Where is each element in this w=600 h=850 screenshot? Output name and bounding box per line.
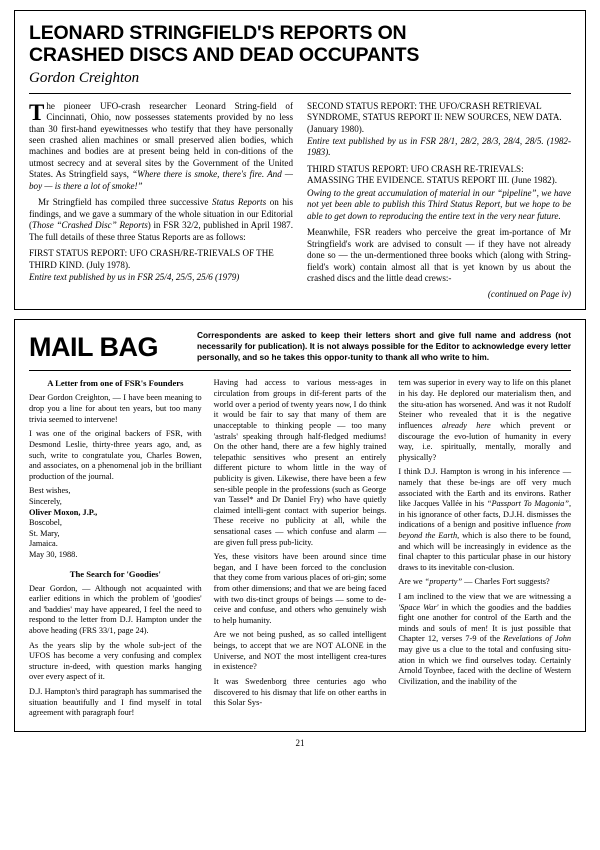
report-heading-second: SECOND STATUS REPORT: THE UFO/CRASH RETRIEVAL SYNDROME, STATUS REPORT II: NEW SOURCES, NEW DATA. (January 1980).	[307, 100, 562, 134]
report-heading-third: THIRD STATUS REPORT: UFO CRASH RE-TRIEVALS: AMASSING THE EVIDENCE. STATUS REPORT III. (June 1982).	[307, 163, 557, 186]
signature-line: Best wishes,	[29, 486, 71, 496]
article-paragraph-text: ) in FSR 32/2, published in April 1987. The full details of these three Status Reports are as follows:	[29, 220, 293, 242]
article-italic-title: Those “Crashed Disc” Reports	[32, 220, 148, 231]
letter-paragraph: Dear Gordon, — Although not acquainted with earlier editions in which the problem of 'goodies' and 'baddies' may have appeared, I feel the need to respond to the letter from D.J. Hampton under the above heading (FRS 33/1, page 24).	[29, 583, 202, 636]
letter-text: I think D.J. Hampton is wrong in his inference — namely that these be-ings are off very much associated with the Earth and its environs. Rather like Jacques Vallée in his	[398, 467, 572, 509]
article-italic-phrase: Status Reports	[212, 197, 267, 208]
article-quote: “Where there is smoke, there's fire. And — boy — is there a lot of smoke!”	[29, 169, 293, 191]
report-heading-first: FIRST STATUS REPORT: UFO CRASH/RE-TRIEVALS OF THE THIRD KIND. (July 1978).	[29, 248, 274, 270]
signature-date: May 30, 1988.	[29, 549, 78, 559]
letter-paragraph: Dear Gordon Creighton, — I have been meaning to drop you a line for about ten years, but too many trivia seemed to intervene!	[29, 393, 202, 424]
mailbag-column-1	[29, 378, 202, 722]
letter-paragraph: As the years slip by the whole sub-ject of the UFOS has become a very confusing and complex structure in-deed, with question marks hanging over every aspect of it.	[29, 640, 202, 682]
article-paragraph	[29, 101, 293, 193]
article-author: Gordon Creighton	[29, 69, 140, 86]
letter-text: may give us a clue to the total and confusing situ-ation in which we find ourselves today. Certainly Arnold Toynbee, faced with the decline of Western Civilization, and the inability of the	[398, 645, 572, 686]
report-note-first: Entire text published by us in FSR 25/4, 25/5, 25/6 (1979)	[29, 272, 240, 282]
letter-italic-title: Revelations of John	[503, 634, 572, 644]
letter-italic-phrase: “property”	[424, 577, 463, 587]
title-divider	[29, 93, 571, 94]
mailbag-panel	[14, 319, 586, 731]
article-columns	[29, 101, 571, 300]
mailbag-column-3	[398, 378, 571, 722]
letter-text: which prevent or discourage the evo-lution of humanity in every way, i.e. spiritually, mentally, morally and physically?	[398, 420, 572, 462]
letter-paragraph	[398, 592, 571, 687]
letter-italic-phrase: 'Space War'	[398, 602, 439, 612]
letter-text: tem was superior in every way to life on this planet in his day. He deplored our materialism then, and the situ-ation has worsened. And was it not Rudolf Steiner who revealed that it is the negative influences	[398, 378, 572, 430]
signature-name: Oliver Moxon, J.P.,	[29, 507, 98, 517]
letter-paragraph	[398, 467, 571, 573]
letter-italic-phrase: already here	[441, 420, 491, 430]
drop-cap: T	[29, 99, 45, 125]
signature-line: Jamaica.	[29, 539, 58, 549]
letter-paragraph: It was Swedenborg three centuries ago who discovered to his dismay that life on other earths in this Solar Sys-	[213, 676, 387, 708]
letter-heading-founders: A Letter from one of FSR's Founders	[47, 378, 184, 389]
mailbag-divider	[29, 370, 571, 371]
article-title-line1: LEONARD STRINGFIELD'S REPORTS ON	[29, 22, 407, 44]
article-paragraph: Meanwhile, FSR readers who perceive the great im-portance of Mr Stringfield's work are advised to consult — if they have not already done so — the un-dermentioned three books which (along with String-field's work) contain almost all that is yet known by us about the crashed discs and the little dead crews:-	[307, 227, 571, 283]
mailbag-header	[29, 330, 571, 363]
article-panel	[14, 10, 586, 310]
letter-paragraph: I was one of the original backers of FSR, with Desmond Leslie, thirty-three years ago, and, as such, write to congratulate you, Charles Bowen, and associates, on a phenomenal job in the brilliant production of the journal.	[29, 429, 202, 481]
article-title-line2: CRASHED DISCS AND DEAD OCCUPANTS	[29, 43, 420, 66]
report-note-second: Entire text published by us in FSR 28/1, 28/2, 28/3, 28/4, 28/5. (1982-1983).	[307, 136, 571, 158]
article-column-right	[307, 101, 571, 300]
letter-paragraph: D.J. Hampton's third paragraph has summarised the situation beautifully and I find myself in total agreement with paragraph four!	[29, 687, 202, 718]
page-title	[29, 23, 571, 67]
letter-paragraph	[398, 577, 571, 588]
mailbag-column-2	[214, 378, 387, 722]
article-column-left	[29, 101, 293, 300]
article-paragraph-text: on his findings, and we gave a summary of the whole situation in our Editorial (	[29, 197, 293, 231]
letter-paragraph	[398, 378, 571, 463]
letter-text: , which is also there to be found, and which will be increasingly in evidence as the final chapter to this particular phase in our history draws to its inevitable con-clusion.	[398, 530, 572, 572]
signature-line: Boscobel,	[29, 518, 62, 528]
letter-paragraph: Are we not being pushed, as so called intelligent beings, to accept that we are NOT ALONE in the Universe, and NOT the most intelligent crea-tures in existence?	[213, 630, 387, 672]
letter-text: in which the goodies and the baddies fight one another for control of the Earth and the minds and souls of men! It is just possible that Chapter 12, verses 7-9 of the	[398, 602, 572, 644]
mailbag-columns	[29, 378, 571, 722]
article-paragraph-text: Mr Stringfield has compiled three successive	[38, 197, 213, 208]
letter-text: Are we	[398, 577, 425, 587]
letter-italic-title: “Passport To Magonia”	[486, 499, 569, 509]
letter-italic-phrase: from beyond the Earth	[398, 520, 572, 540]
letter-paragraph: Yes, these visitors have been around since time began, and I have been forced to the conclusion that they come from various places of ori-gin; some from other dimensions; and that we are being faced with two dis-tinct groups of beings — some to de-ceive and confuse, and others who genuinely wish to help humanity.	[213, 552, 387, 625]
mailbag-title: MAIL BAG	[29, 332, 158, 363]
letter-text: I am inclined to the view that we are witnessing a	[398, 592, 572, 602]
page-number: 21	[295, 737, 305, 748]
letter-signature	[29, 486, 202, 560]
article-paragraph	[29, 197, 293, 243]
letter-heading-goodies: The Search for 'Goodies'	[69, 568, 161, 579]
signature-line: St. Mary,	[29, 528, 60, 538]
mailbag-editor-note: Correspondents are asked to keep their letters short and give full name and address (not necessarily for publication). It is not always possible for the Editor to acknowledge every letter personally, and so he takes this oppor-tunity to thank all who write to him.	[197, 330, 571, 362]
letter-paragraph: Having had access to various mess-ages in circulation from groups in dif-ferent parts of the world over a period of twenty years now, I do think it would be fair to say that many of them are unacceptable to thinking people — too many 'astrals' speaking through half-fledged mediums! On the other hand, there are a few highly trained telepathic sensitives who present an entirely different picture to whom little in the way of publicity is given. Likewise, there have been a few sen-sible people in the professions (such as George van Tassel* and Dr Daniel Fry) who have quietly claimed intelli-gent contact with superior beings. These receive no publicity at all, while the sensational cases — which confuse and alarm — are given full press pub-licity.	[213, 378, 387, 547]
signature-line: Sincerely,	[29, 496, 62, 506]
letter-text: , in his ignorance of other facts, D.J.H. dismisses the indications of a benign and positive influence	[398, 499, 572, 530]
continued-note: (continued on Page iv)	[487, 289, 571, 300]
report-note-third: Owing to the great accumulation of material in our “pipeline”, we have not yet been able to publish this Third Status Report, but we hope to be able to get down to reproducing the entire text in the very near future.	[307, 187, 571, 221]
article-paragraph-text: he pioneer UFO-crash researcher Leonard String-field of Cincinnati, Ohio, now possesses statements provided by no less than 30 first-hand eyewitnesses who testify that they have personally seen crashed alien machines or small preserved alien bodies, which machines and bodies are at present being held in con-ditions of the utmost secrecy and at several sites by the Government of the United States. As Stringfield says,	[29, 100, 293, 180]
letter-text: — Charles Fort suggests?	[462, 577, 550, 587]
